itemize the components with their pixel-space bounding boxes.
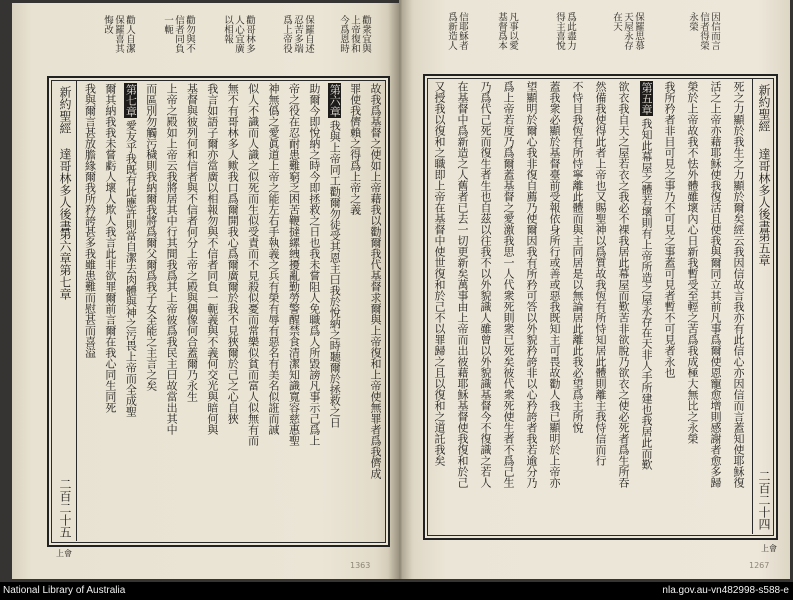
chapter-marker: 第五章 xyxy=(640,82,653,115)
text-column xyxy=(161,83,181,541)
text-column xyxy=(242,83,262,541)
text-column xyxy=(727,81,750,533)
column-text: 助爾今即悅納之時今即拯救之日也我未嘗阻人免職爲人所毀謗凡事示己爲上 xyxy=(307,83,321,446)
column-text: 基督與彼列何和信者與不信者何分上帝之殿與偶像何合蓋爾乃永生 xyxy=(185,83,199,402)
chapter-marker: 第六章 xyxy=(328,84,342,117)
column-text: 我與上帝同工勸爾勿徒受其恩主曰我於悅納之時聽爾於拯救之日 xyxy=(328,120,342,428)
text-column xyxy=(428,81,451,533)
column-text: 我所矜者非目可見之事乃不可見之事蓋可見者暫不可見者永也 xyxy=(663,81,676,378)
header-book: 達哥林多人後書 xyxy=(58,148,72,232)
margin-note: 悔改 xyxy=(102,15,113,34)
column-text: 不恃目我恆有所恃寧離此體而與主同居是以無論居此離此我必望爲主所悅 xyxy=(571,81,584,433)
margin-note: 永榮 xyxy=(687,12,698,31)
margin-note: 在天 xyxy=(611,12,622,31)
item-identifier: nla.gov.au-vn482998-s588-e xyxy=(662,585,789,596)
left-page xyxy=(12,3,399,579)
column-text: 又授我以復和之職即上帝在基督中使世復和於己不以罪歸之且以復和之道託我矣 xyxy=(433,81,446,466)
text-column xyxy=(100,83,120,541)
column-text: 在基督中爲新造之人舊者已去一切更新矣萬事由上帝而出彼藉耶穌基督使我復和於己 xyxy=(456,81,469,488)
margin-note: 以相報 xyxy=(222,15,233,44)
column-text: 上帝之殿如上帝云我將居其中行其間我爲其上帝彼爲我民主曰故當出其中 xyxy=(165,83,179,435)
text-column xyxy=(181,83,201,541)
column-text: 蓋我衆必顯於基督臺前受報依身所行或善或惡我既知主可畏故勸人我已顯明於上帝亦 xyxy=(548,81,561,488)
margin-note: 爲上帝役 xyxy=(281,15,292,53)
source-attribution-bar xyxy=(0,582,793,600)
text-column xyxy=(635,81,658,533)
running-header xyxy=(50,80,77,541)
text-column xyxy=(222,83,242,541)
column-text: 神無僞之愛眞道上帝之能左右手執義之兵有榮有辱有惡名有美名似誑而誠 xyxy=(267,83,281,435)
column-text: 欲衣我自天之屋若衣之我必不裸我居此幕屋而歎苦非欲脫乃欲衣之使必死者爲生所吞 xyxy=(617,81,630,488)
header-book: 達哥林多人後書 xyxy=(757,148,771,232)
pencil-folio-number: 1363 xyxy=(350,561,371,570)
text-column xyxy=(658,81,681,533)
text-column xyxy=(681,81,704,533)
margin-note: 爲此盡力 xyxy=(565,12,576,50)
column-text: 榮於上帝故我不怯外體雖壞內心日新我暫受至輕之苦爲我成極大無比之永榮 xyxy=(686,81,699,444)
text-body xyxy=(428,81,750,533)
running-header xyxy=(752,78,775,534)
column-text: 故我爲基督之使如上帝藉我以勸爾我代基督求爾與上帝復和上帝使無罪者爲我儕成 xyxy=(369,83,382,479)
column-text: 無不有哥林多人歟我口爲爾開我心爲爾廣爾於我不見狹爾於己之心自狹 xyxy=(226,83,240,424)
margin-note: 信者得榮 xyxy=(698,12,709,50)
margin-note: 天屋永存 xyxy=(622,12,633,50)
margin-note: 因信而言 xyxy=(709,12,720,50)
margin-note: 忍苦多端 xyxy=(292,15,303,53)
column-text: 我言如語子爾亦當廣以相報勿與不信者同負一軛義與不義何交光與暗何與 xyxy=(205,83,219,435)
margin-note: 信者同負 xyxy=(173,15,184,53)
column-text: 然備我使得此者上帝也又賜聖神以爲質故我恆有所恃知居此體則離主我恃信而行 xyxy=(594,81,607,466)
text-column xyxy=(543,81,566,533)
margin-note: 凡事以愛 xyxy=(507,12,518,50)
margin-note: 基督爲本 xyxy=(496,12,507,50)
text-column xyxy=(344,83,364,541)
column-text: 我與爾言甚放膽緣爾我所矜誇甚多我雖患難而慰甚而喜溢 xyxy=(83,83,97,358)
right-page xyxy=(399,0,790,579)
text-column xyxy=(589,81,612,533)
text-column xyxy=(201,83,221,541)
printer-mark: 上會 xyxy=(56,549,72,558)
column-text: 我知此幕屋之體若壞則有上帝所造之屋永存在天非人手所建也我居此而歎 xyxy=(640,118,653,470)
text-column xyxy=(79,83,99,541)
margin-note: 信耶穌者 xyxy=(457,12,468,50)
column-text: 帝之役在忍耐患難窮乏困苦鞭撻縲絏擾亂勤勞警醒禁食清潔知識寬容慈惠聖 xyxy=(287,83,301,446)
column-text: 乃爲代己死而復生者生也自茲以往我不以外貌識人雖曾以外貌識基督今不復識之若人 xyxy=(479,81,492,488)
library-name: National Library of Australia xyxy=(3,585,126,596)
header-title: 新約聖經 xyxy=(757,84,771,132)
margin-note: 得主喜悅 xyxy=(554,12,565,50)
margin-note: 今爲恩時 xyxy=(338,15,349,53)
text-column xyxy=(303,83,323,541)
text-column xyxy=(263,83,283,541)
text-body xyxy=(79,83,385,541)
margin-note: 勸勿與不 xyxy=(184,15,195,53)
margin-note: 勸衆宜與 xyxy=(360,15,371,53)
page-number: 二百二十四 xyxy=(757,470,771,530)
text-column xyxy=(612,81,635,533)
text-column xyxy=(566,81,589,533)
text-column xyxy=(324,83,344,541)
margin-note: 一軛 xyxy=(162,15,173,34)
text-column xyxy=(520,81,543,533)
text-column xyxy=(283,83,303,541)
text-column xyxy=(704,81,727,533)
printer-mark: 上會 xyxy=(761,544,777,553)
header-chapter: 第五章 xyxy=(757,230,771,266)
margin-note: 爲新造人 xyxy=(446,12,457,50)
text-column xyxy=(120,83,140,541)
margin-note: 保羅喜其 xyxy=(113,15,124,53)
margin-note: 勸人自潔 xyxy=(124,15,135,53)
text-column xyxy=(497,81,520,533)
margin-note: 勸哥林多 xyxy=(244,15,255,53)
header-title: 新約聖經 xyxy=(58,86,72,134)
pencil-folio-number: 1267 xyxy=(749,561,770,570)
column-text: 罪使我儕賴之得爲上帝之義 xyxy=(348,83,362,215)
column-text: 望顯明於爾心我非復自薦乃使爾因我有所矜可答以外貌矜誇非以心矜誇者我若逾分乃 xyxy=(525,81,538,488)
column-text: 而區別勿觸污穢則我納爾我將爲爾父爾爲我子女全能之主言之矣 xyxy=(144,83,158,391)
column-text: 死之力顯於我生之力顯於爾矣經云我因信故言我亦有此信心亦因信而言蓋知使耶穌復 xyxy=(732,81,745,488)
column-text: 爲上帝若度乃爲爾蓋基督之愛激我思一人代衆死則衆已死矣彼代衆死使生者不爲己生 xyxy=(502,81,515,488)
margin-note: 上帝復和 xyxy=(349,15,360,53)
column-text: 爾其納我我未嘗虧人壞人欺人我言此非欲罪爾前言爾在我心同生同死 xyxy=(103,83,117,413)
header-chapter: 第七章 xyxy=(58,264,72,300)
text-column xyxy=(365,83,385,541)
header-chapter: 第六章 xyxy=(58,228,72,264)
text-column xyxy=(140,83,160,541)
margin-note: 保羅自述 xyxy=(303,15,314,53)
chapter-marker: 第七章 xyxy=(124,84,138,117)
margin-note: 保羅思慕 xyxy=(633,12,644,50)
text-column xyxy=(451,81,474,533)
page-number: 二百二十五 xyxy=(58,478,72,538)
text-column xyxy=(474,81,497,533)
margin-note: 人心宜廣 xyxy=(233,15,244,53)
column-text: 愛友乎我既有此應許則當自潔去肉體與神之污畏上帝而全成聖 xyxy=(124,120,138,417)
column-text: 似人不識而人識之似死而生似受責而不見殺似憂而常樂似貧而富人似無有而 xyxy=(246,83,260,446)
column-text: 活之上帝亦藉耶穌使我復活且使我與爾同立其前凡事爲爾使恩寵愈增則感謝者愈多歸 xyxy=(709,81,722,488)
